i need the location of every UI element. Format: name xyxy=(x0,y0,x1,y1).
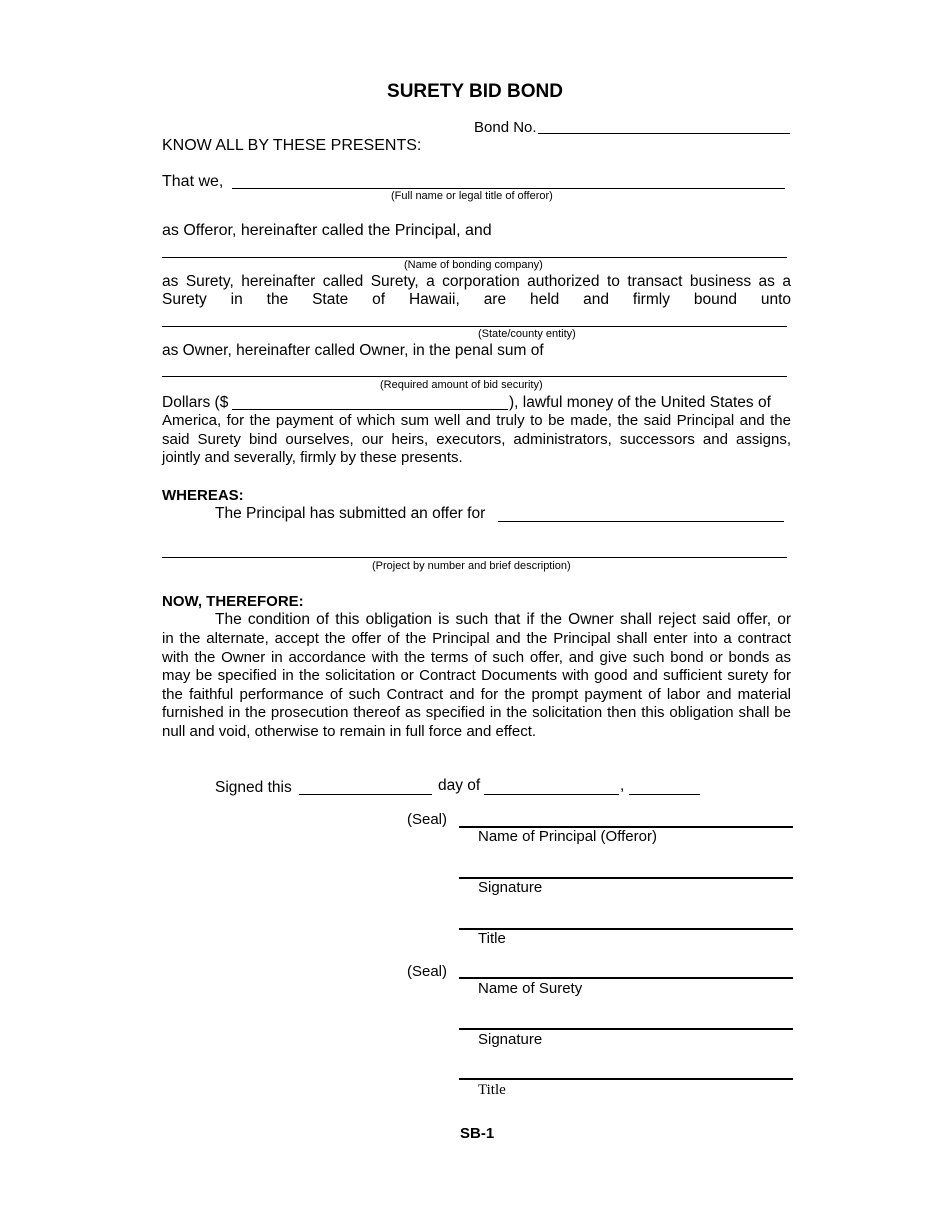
dollar-amount-field[interactable] xyxy=(232,409,508,410)
principal-seal-label: (Seal) xyxy=(407,811,448,828)
penal-sum-field[interactable] xyxy=(162,376,787,377)
condition-paragraph: in the alternate, accept the offer of the Principal and the Principal shall enter into a contract with the Owner in accordance with the terms of such offer, and give such bond or bonds as may be specified in the solicitation or Contract Documents with good and sufficient surety for the faithful performance of such Contract and for the prompt payment of labor and material furnished in the prosecution thereof as specified in the solicitation then this obligation shall be null and void, otherwise to remain in full force and effect. xyxy=(162,630,791,740)
date-comma: , xyxy=(620,777,625,794)
whereas-heading: WHEREAS: xyxy=(162,487,244,504)
bonding-company-field[interactable] xyxy=(162,257,787,258)
as-offeror-text: as Offeror, hereinafter called the Principal, and xyxy=(162,222,492,239)
caption-full-name: (Full name or legal title of offeror) xyxy=(391,190,553,202)
as-owner-text: as Owner, hereinafter called Owner, in the penal sum of xyxy=(162,342,544,359)
signed-month-field[interactable] xyxy=(484,794,619,795)
project-description-field[interactable] xyxy=(162,557,787,558)
surety-title-label: Title xyxy=(478,1082,506,1098)
bond-no-field[interactable] xyxy=(538,133,790,134)
surety-signature-label: Signature xyxy=(478,1031,543,1048)
dollars-suffix: ), lawful money of the United States of xyxy=(509,394,771,411)
dollars-prefix: Dollars ($ xyxy=(162,394,229,411)
offeror-name-field[interactable] xyxy=(232,188,785,189)
surety-name-label: Name of Surety xyxy=(478,980,583,997)
document-title: SURETY BID BOND xyxy=(387,81,563,102)
caption-state-county: (State/county entity) xyxy=(478,328,576,340)
principal-name-label: Name of Principal (Offeror) xyxy=(478,828,657,845)
offer-description-field[interactable] xyxy=(498,521,784,522)
surety-name-field[interactable] xyxy=(459,977,793,979)
principal-signature-label: Signature xyxy=(478,879,543,896)
signed-day-field[interactable] xyxy=(299,794,432,795)
bond-no-label: Bond No. xyxy=(474,119,537,136)
principal-title-label: Title xyxy=(478,930,506,947)
signed-year-field[interactable] xyxy=(629,794,700,795)
whereas-text: The Principal has submitted an offer for xyxy=(215,505,486,522)
principal-title-field[interactable] xyxy=(459,928,793,930)
surety-text-line-2: Surety in the State of Hawaii, are held and firmly bound unto xyxy=(162,291,791,308)
payment-paragraph: America, for the payment of which sum well and truly to be made, the said Principal and the said Surety bind ourselves, our heirs, executors, administrators, successors and assigns, jointly and severally, firmly by these presents. xyxy=(162,412,791,466)
know-all-heading: KNOW ALL BY THESE PRESENTS: xyxy=(162,137,422,154)
caption-bid-security: (Required amount of bid security) xyxy=(380,379,543,391)
that-we-label: That we, xyxy=(162,173,224,190)
condition-first-line: The condition of this obligation is such that if the Owner shall reject said offer, or xyxy=(215,611,791,628)
therefore-heading: NOW, THEREFORE: xyxy=(162,593,304,610)
surety-title-field[interactable] xyxy=(459,1078,793,1080)
surety-seal-label: (Seal) xyxy=(407,963,448,980)
surety-text-line-1: as Surety, hereinafter called Surety, a corporation authorized to transact business as a xyxy=(162,273,791,290)
day-of-label: day of xyxy=(438,777,481,794)
caption-bonding-company: (Name of bonding company) xyxy=(404,259,543,271)
state-county-entity-field[interactable] xyxy=(162,326,787,327)
signed-this-label: Signed this xyxy=(215,779,292,796)
surety-signature-field[interactable] xyxy=(459,1028,793,1030)
page-number: SB-1 xyxy=(460,1125,495,1142)
caption-project: (Project by number and brief description) xyxy=(372,560,571,572)
